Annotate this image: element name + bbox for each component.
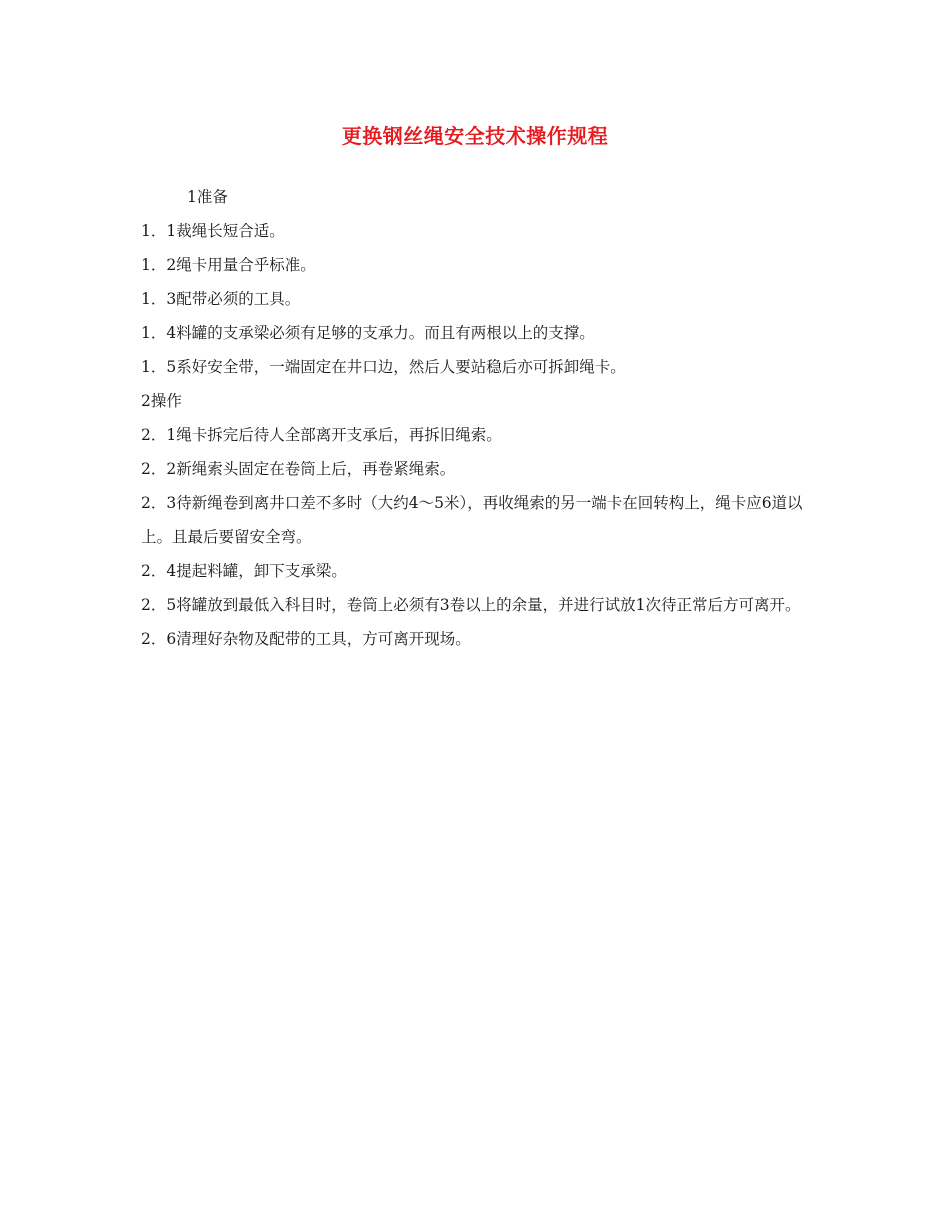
- section-heading: 1准备: [187, 188, 228, 206]
- paragraph: 2．3待新绳卷到离井口差不多时（大约4～5米），再收绳索的另一端卡在回转构上，绳卡应6道以上。且最后要留安全弯。: [141, 494, 803, 546]
- paragraph: 2．1绳卡拆完后待人全部离开支承后，再拆旧绳索。: [141, 426, 502, 444]
- section-heading: 2操作: [141, 392, 182, 410]
- paragraph: 2．4提起料罐，卸下支承梁。: [141, 562, 347, 580]
- paragraph: 2．2新绳索头固定在卷筒上后，再卷紧绳索。: [141, 460, 456, 478]
- document-title: 更换钢丝绳安全技术操作规程: [341, 124, 609, 148]
- paragraph: 2．6清理好杂物及配带的工具，方可离开现场。: [141, 630, 471, 648]
- paragraph: 2．5将罐放到最低入科目时，卷筒上必须有3卷以上的余量，并进行试放1次待正常后方可离开。: [141, 596, 801, 614]
- paragraph: 1．4料罐的支承梁必须有足够的支承力。而且有两根以上的支撑。: [141, 324, 595, 342]
- document-body: [141, 180, 813, 656]
- paragraph: 1．1裁绳长短合适。: [141, 222, 285, 240]
- paragraph: 1．2绳卡用量合乎标准。: [141, 256, 316, 274]
- paragraph: 1．5系好安全带，一端固定在井口边，然后人要站稳后亦可拆卸绳卡。: [141, 358, 626, 376]
- paragraph: 1．3配带必须的工具。: [141, 290, 301, 308]
